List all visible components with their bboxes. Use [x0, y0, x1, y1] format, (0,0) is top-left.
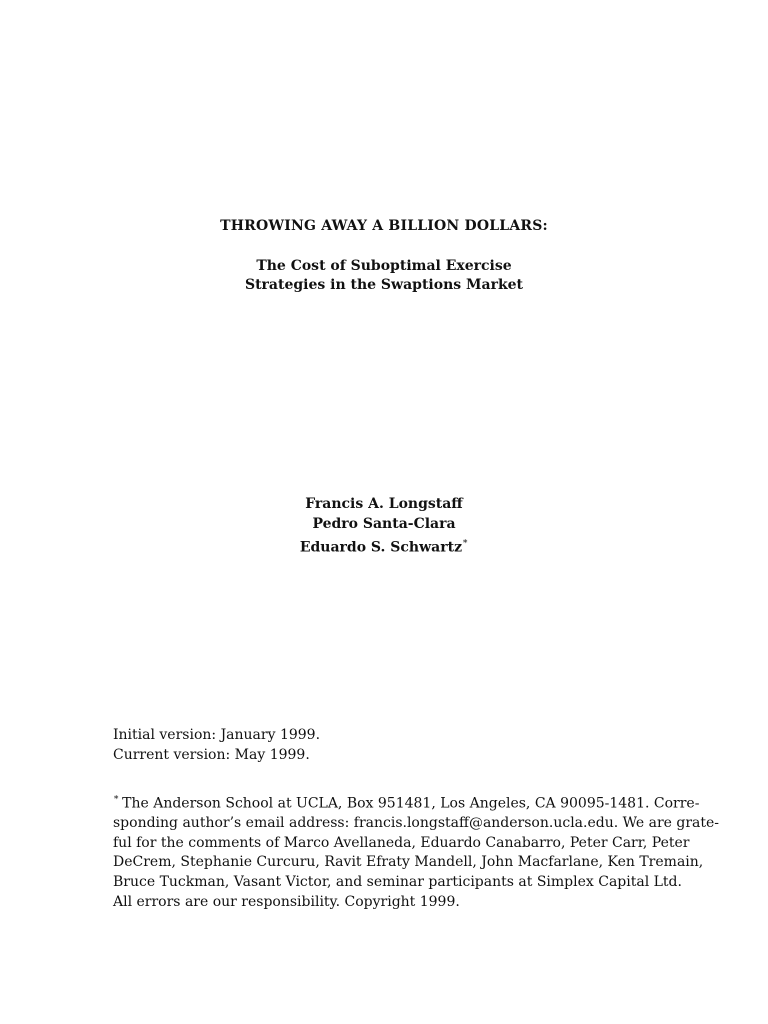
subtitle-line: Strategies in the Swaptions Market: [244, 277, 524, 293]
subtitle-line: The Cost of Suboptimal Exercise: [256, 258, 512, 274]
author-name-with-mark: [0, 534, 768, 558]
author-name: Eduardo S. Schwartz: [299, 539, 463, 556]
footnote-line: DeCrem, Stephanie Curcuru, Ravit Efraty Mandell, John Macfarlane, Ken Tremain,: [113, 854, 704, 871]
footnote-line: Bruce Tuckman, Vasant Victor, and seminar participants at Simplex Capital Ltd.: [113, 874, 682, 891]
author-name: Pedro Santa-Clara: [312, 516, 456, 532]
footnote-marker: ∗: [113, 793, 120, 803]
footnote-line: sponding author’s email address: francis.longstaff@anderson.ucla.edu. We are grate-: [113, 815, 720, 832]
footnote-line: [113, 791, 700, 814]
paper-title: THROWING AWAY A BILLION DOLLARS:: [220, 218, 548, 234]
author-list: [0, 494, 768, 558]
version-info: [113, 725, 320, 765]
author-name: Francis A. Longstaff: [305, 496, 463, 512]
author-footnote: [113, 791, 720, 912]
initial-version: Initial version: January 1999.: [113, 727, 321, 743]
footnote-marker: ∗: [462, 537, 469, 547]
current-version: Current version: May 1999.: [113, 747, 310, 763]
footnote-line: ful for the comments of Marco Avellaneda, Eduardo Canabarro, Peter Carr, Peter: [113, 834, 690, 851]
footnote-line: All errors are our responsibility. Copyright 1999.: [113, 893, 460, 910]
footnote-text: The Anderson School at UCLA, Box 951481, Los Angeles, CA 90095-1481. Corre-: [122, 795, 700, 812]
paper-subtitle: [0, 257, 768, 295]
